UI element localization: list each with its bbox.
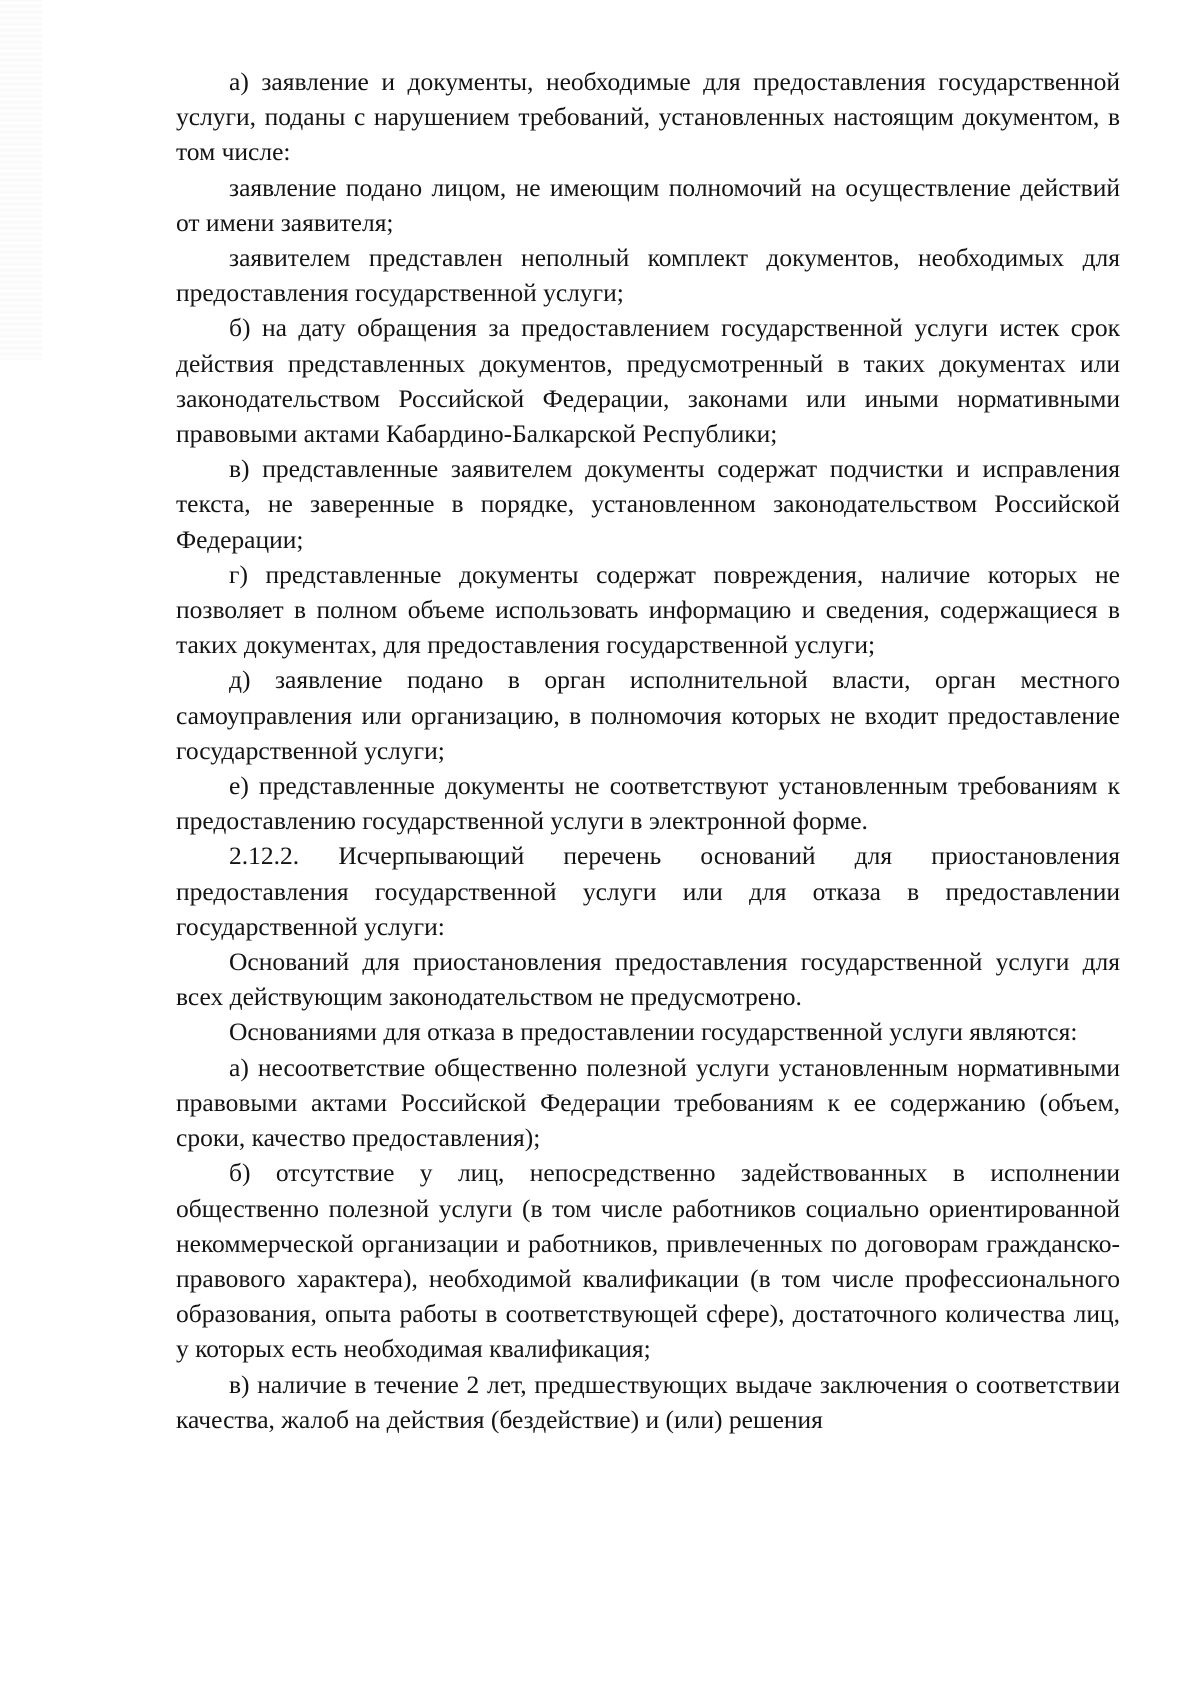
paragraph-v-corrections: в) представленные заявителем документы содержат подчистки и исправления текста, не заверенные в порядке, установленном законодательством Российской Федерации; [176, 454, 1120, 554]
paragraph-b-expired-documents: б) на дату обращения за предоставлением государственной услуги истек срок действия представленных документов, предусмотренный в таких документах или законодательством Российской Федерации, законами или иными нормативными правовыми актами Кабардино-Балкарской Республики; [176, 313, 1120, 449]
paragraph-no-authority: заявление подано лицом, не имеющим полномочий на осуществление действий от имени заявителя; [176, 172, 1120, 237]
paragraph-refusal-grounds-intro: Основаниями для отказа в предоставлении государственной услуги являются: [229, 1017, 1078, 1047]
paragraph-refusal-v: в) наличие в течение 2 лет, предшествующих выдаче заключения о соответствии качества, жалоб на действия (бездействие) и (или) решения [176, 1369, 1120, 1434]
document-body [176, 64, 1120, 1437]
paragraph-a-application-violations: а) заявление и документы, необходимые для предоставления государственной услуги, поданы с нарушением требований, установленных настоящим документом, в том числе: [176, 67, 1120, 167]
paragraph-e-electronic-form: е) представленные документы не соответствуют установленным требованиям к предоставлению государственной услуги в электронной форме. [176, 771, 1120, 836]
paragraph-incomplete-set: заявителем представлен неполный комплект документов, необходимых для предоставления государственной услуги; [176, 243, 1120, 308]
paragraph-2-12-2-heading: 2.12.2. Исчерпывающий перечень оснований для приостановления предоставления государственной услуги или для отказа в предоставлении государственной услуги: [176, 841, 1120, 941]
paragraph-d-wrong-authority: д) заявление подано в орган исполнительной власти, орган местного самоуправления или организацию, в полномочия которых не входит предоставление государственной услуги; [176, 665, 1120, 765]
paragraph-refusal-a: а) несоответствие общественно полезной услуги установленным нормативными правовыми актами Российской Федерации требованиям к ее содержанию (объем, сроки, качество предоставления); [176, 1052, 1120, 1153]
paragraph-refusal-b: б) отсутствие у лиц, непосредственно задействованных в исполнении общественно полезной услуги (в том числе работников социально ориентированной некоммерческой организации и работников, привлеченных по договорам гражданско-правового характера), необходимой квалификации (в том числе профессионального образования, опыта работы в соответствующей сфере), достаточного количества лиц, у которых есть необходимая квалификация; [176, 1158, 1120, 1364]
paragraph-g-damaged-documents: г) представленные документы содержат повреждения, наличие которых не позволяет в полном объеме использовать информацию и сведения, содержащиеся в таких документах, для предоставления государственной услуги; [176, 559, 1120, 660]
scan-edge-noise [0, 0, 42, 360]
paragraph-no-suspension-grounds: Оснований для приостановления предоставления государственной услуги для всех действующим законодательством не предусмотрено. [176, 947, 1120, 1012]
